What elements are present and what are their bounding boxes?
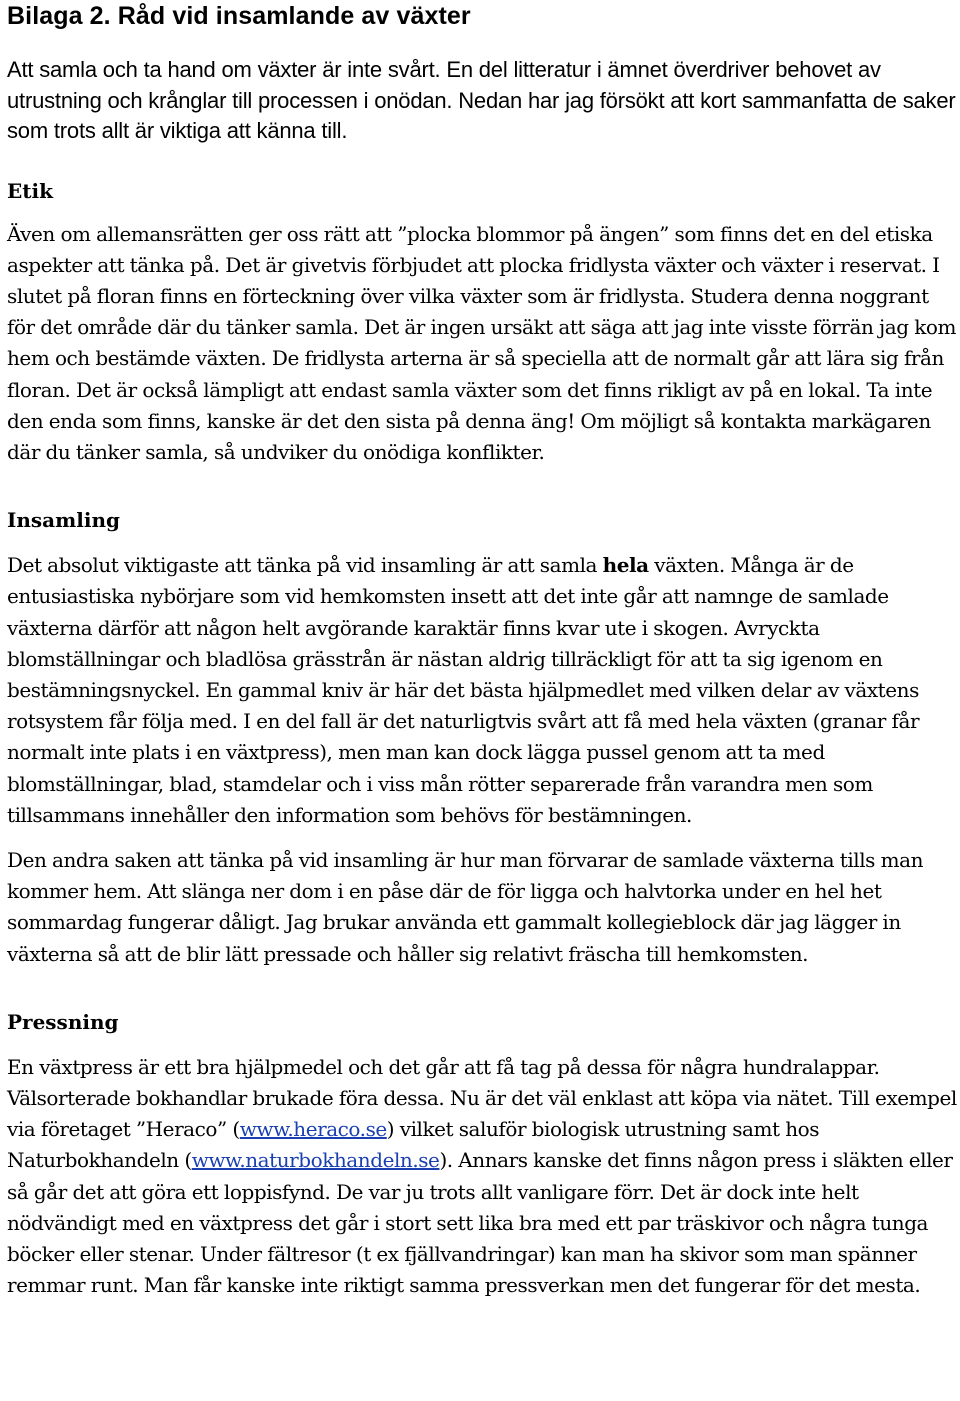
section-heading-insamling: Insamling <box>7 508 120 533</box>
pressning-text-part-2: ) vilket saluför biologisk utrustning samt hos Naturbokhandeln ( <box>7 1117 820 1173</box>
insamling-p1-text-before: Det absolut viktigaste att tänka på vid insamling är att samla <box>7 553 603 578</box>
insamling-p1-text-after: växten. Många är de entusiastiska nybörjare som vid hemkomsten insett att det inte går att namnge de samlade växterna därför att någon helt avgörande karaktär finns kvar ute i skogen. Avryckta blomställningar och bladlösa grässtrån är nästan aldrig tillräckligt för att ta sig igenom en bestämningsnyckel. En gammal kniv är här det bästa hjälpmedlet med vilken delar av växtens rotsystem får följa med. I en del fall är det naturligtvis svårt att få med hela växten (granar får normalt inte plats i en växtpress), men man kan dock lägga pussel genom att ta med blomställningar, blad, stamdelar och i viss mån rötter separerade från varandra men som tillsammans innehåller den information som behövs för bestämningen. <box>7 553 920 827</box>
heraco-link[interactable]: www.heraco.se <box>239 1117 387 1142</box>
pressning-text-part-3: ). Annars kanske det finns någon press i släkten eller så går det att göra ett loppisfynd. De var ju trots allt vanligare förr. Det är dock inte helt nödvändigt med en växtpress det går i stort sett lika bra med ett par träskivor och några tunga böcker eller stenar. Under fältresor (t ex fjällvandringar) kan man ha skivor som man spänner remmar runt. Man får kanske inte riktigt samma pressverkan men det fungerar för det mesta. <box>7 1148 953 1298</box>
pressning-paragraph <box>7 1052 957 1302</box>
pressning-text-part-1: En växtpress är ett bra hjälpmedel och det går att få tag på dessa för några hundralappar. Välsorterade bokhandlar brukade föra dessa. Nu är det väl enklast att köpa via nätet. Till exempel via företaget ”Heraco” ( <box>7 1054 957 1142</box>
insamling-p1-bold-word: hela <box>602 553 649 578</box>
intro-paragraph: Att samla och ta hand om växter är inte svårt. En del litteratur i ämnet överdriver behovet av utrustning och krånglar till processen i onödan. Nedan har jag försökt att kort sammanfatta de saker som trots allt är viktiga att känna till. <box>7 57 956 143</box>
section-heading-pressning: Pressning <box>7 1009 119 1034</box>
insamling-paragraph-2: Den andra saken att tänka på vid insamling är hur man förvarar de samlade växterna tills man kommer hem. Att slänga ner dom i en påse där de för ligga och halvtorka under en hel het sommardag fungerar dåligt. Jag brukar använda ett gammalt kollegieblock där jag lägger in växterna så att de blir lätt pressade och håller sig relativt fräscha till hemkomsten. <box>7 847 923 966</box>
document-title: Bilaga 2. Råd vid insamlande av växter <box>7 2 471 30</box>
etik-paragraph: Även om allemansrätten ger oss rätt att ”plocka blommor på ängen” som finns det en del etiska aspekter att tänka på. Det är givetvis förbjudet att plocka fridlysta växter och växter i reservat. I slutet på floran finns en förteckning över vilka växter som är fridlysta. Studera denna noggrant för det område där du tänker samla. Det är ingen ursäkt att säga att jag inte visste förrän jag kom hem och bestämde växten. De fridlysta arterna är så speciella att de normalt går att lära sig från floran. Det är också lämpligt att endast samla växter som det finns rikligt av på en lokal. Ta inte den enda som finns, kanske är det den sista på denna äng! Om möjligt så kontakta markägaren där du tänker samla, så undviker du onödiga konflikter. <box>7 221 956 464</box>
section-heading-etik: Etik <box>7 178 53 203</box>
naturbokhandeln-link[interactable]: www.naturbokhandeln.se <box>191 1148 440 1173</box>
insamling-paragraph-1 <box>7 550 957 831</box>
document-page <box>7 0 957 1301</box>
